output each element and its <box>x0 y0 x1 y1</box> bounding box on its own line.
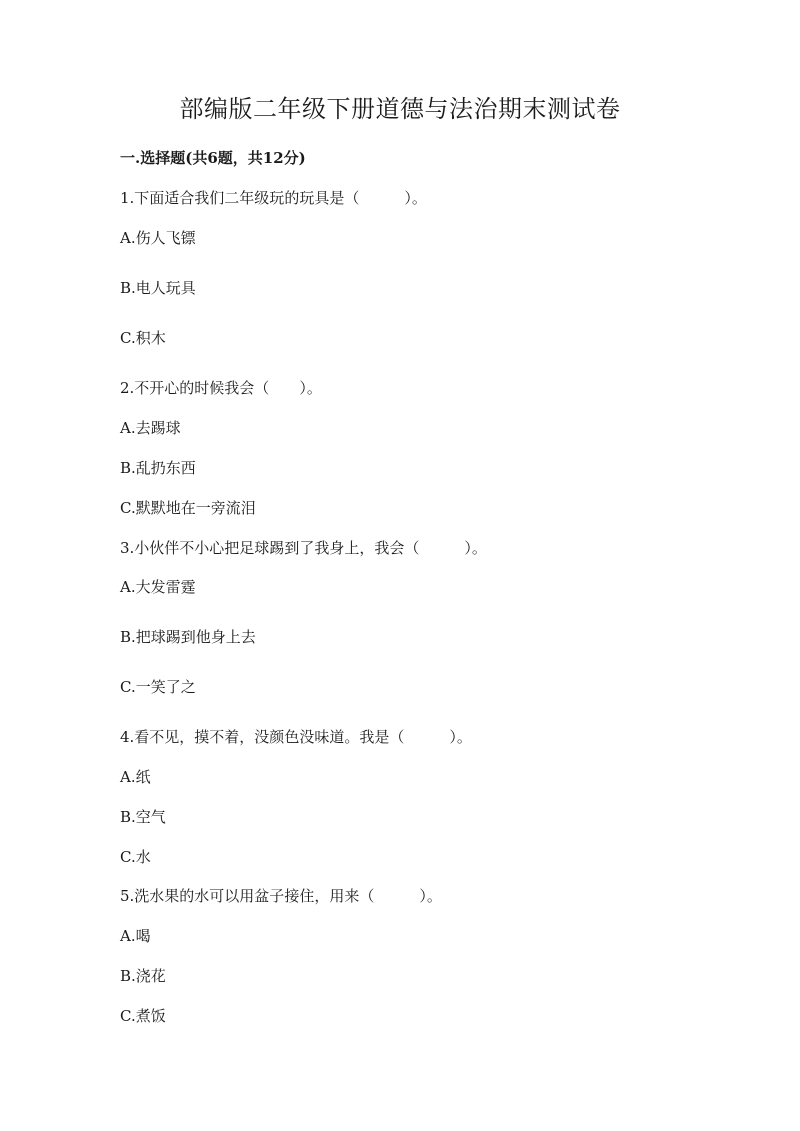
question-2-option-c: C.默默地在一旁流泪 <box>120 499 256 517</box>
question-2-option-b: B.乱扔东西 <box>120 459 196 477</box>
question-5-option-b: B.浇花 <box>120 967 166 985</box>
question-1-option-c: C.积木 <box>120 329 166 347</box>
question-3-stem: 3.小伙伴不小心把足球踢到了我身上，我会（ ）。 <box>120 539 487 557</box>
question-5-option-a: A.喝 <box>120 927 151 945</box>
question-2-option-a: A.去踢球 <box>120 419 181 437</box>
question-3-option-b: B.把球踢到他身上去 <box>120 628 256 646</box>
question-4-stem: 4.看不见，摸不着，没颜色没味道。我是（ ）。 <box>120 728 472 746</box>
question-4-option-a: A.纸 <box>120 768 151 786</box>
section-heading: 一.选择题(共6题，共12分) <box>120 149 306 167</box>
question-5-stem: 5.洗水果的水可以用盆子接住，用来（ ）。 <box>120 887 442 905</box>
question-2-stem: 2.不开心的时候我会（ ）。 <box>120 379 322 397</box>
question-4-option-b: B.空气 <box>120 808 166 826</box>
question-1-option-a: A.伤人飞镖 <box>120 229 196 247</box>
question-4-option-c: C.水 <box>120 848 151 866</box>
page-title: 部编版二年级下册道德与法治期末测试卷 <box>179 95 621 123</box>
question-1-stem: 1.下面适合我们二年级玩的玩具是（ ）。 <box>120 189 427 207</box>
question-3-option-a: A.大发雷霆 <box>120 578 196 596</box>
question-5-option-c: C.煮饭 <box>120 1007 166 1025</box>
question-3-option-c: C.一笑了之 <box>120 678 196 696</box>
question-1-option-b: B.电人玩具 <box>120 279 196 297</box>
